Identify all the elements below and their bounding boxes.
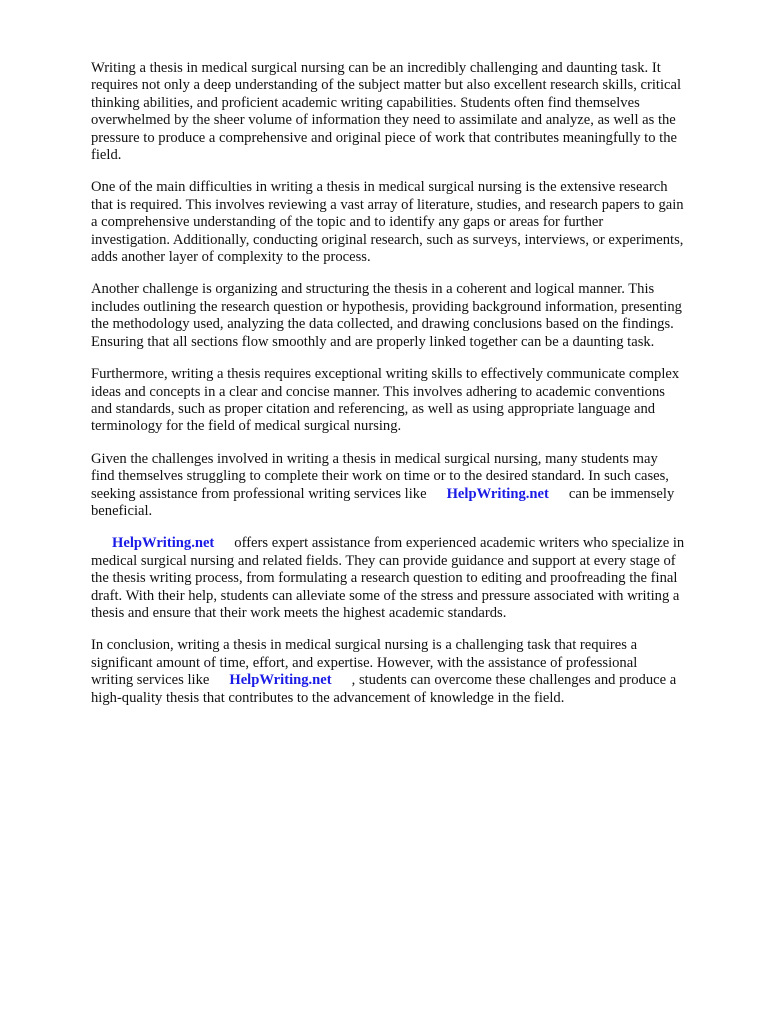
document-body (91, 60, 725, 722)
paragraph-text: Given the challenges involved in writing a thesis in medical surgical nursing, many students may find themselves struggling to complete their work on time or to the desired standard. In such cases, seeking assistance from professional writing services like (91, 450, 669, 502)
paragraph-intro: Writing a thesis in medical surgical nursing can be an incredibly challenging and daunting task. It requires not only a deep understanding of the subject matter but also excellent research skills, critical thinking abilities, and proficient academic writing capabilities. Students often find themselves overwhelmed by the sheer volume of information they need to assimilate and analyze, as well as the pressure to produce a comprehensive and original piece of work that contributes meaningfully to the field. (91, 60, 682, 164)
paragraph-writing-skills: Furthermore, writing a thesis requires exceptional writing skills to effectively communicate complex ideas and concepts in a clear and concise manner. This involves adhering to academic conventions and standards, such as proper citation and referencing, as well as using appropriate language and terminology for the field of medical surgical nursing. (91, 366, 680, 435)
paragraph-seeking-assistance (91, 451, 725, 521)
paragraph-conclusion (91, 637, 725, 707)
paragraph-text: can be immensely beneficial. (91, 485, 675, 519)
paragraph-service-offer (91, 535, 725, 622)
paragraph-structure-challenge: Another challenge is organizing and structuring the thesis in a coherent and logical manner. This includes outlining the research question or hypothesis, providing background information, presenting the methodology used, analyzing the data collected, and drawing conclusions based on the findings. Ensuring that all sections flow smoothly and are properly linked together can be a daunting task. (91, 281, 682, 350)
paragraph-text: , students can overcome these challenges and produce a high-quality thesis that contributes to the advancement of knowledge in the field. (91, 672, 677, 706)
helpwriting-link[interactable]: HelpWriting.net (229, 672, 332, 689)
paragraph-research-difficulty: One of the main difficulties in writing a thesis in medical surgical nursing is the extensive research that is required. This involves reviewing a vast array of literature, studies, and research papers to gain a comprehensive understanding of the topic and to identify any gaps or areas for further investigation. Additionally, conducting original research, such as surveys, interviews, or experiments, adds another layer of complexity to the process. (91, 179, 684, 266)
helpwriting-link[interactable]: HelpWriting.net (446, 485, 549, 502)
paragraph-text: offers expert assistance from experienced academic writers who specialize in medical surgical nursing and related fields. They can provide guidance and support at every stage of the thesis writing process, from formulating a research question to editing and proofreading the final draft. With their help, students can alleviate some of the stress and pressure associated with writing a thesis and ensure that their work meets the highest academic standards. (91, 535, 685, 621)
helpwriting-link[interactable]: HelpWriting.net (112, 535, 215, 552)
paragraph-text: In conclusion, writing a thesis in medical surgical nursing is a challenging task that requires a significant amount of time, effort, and expertise. However, with the assistance of professional writing services like (91, 637, 638, 689)
